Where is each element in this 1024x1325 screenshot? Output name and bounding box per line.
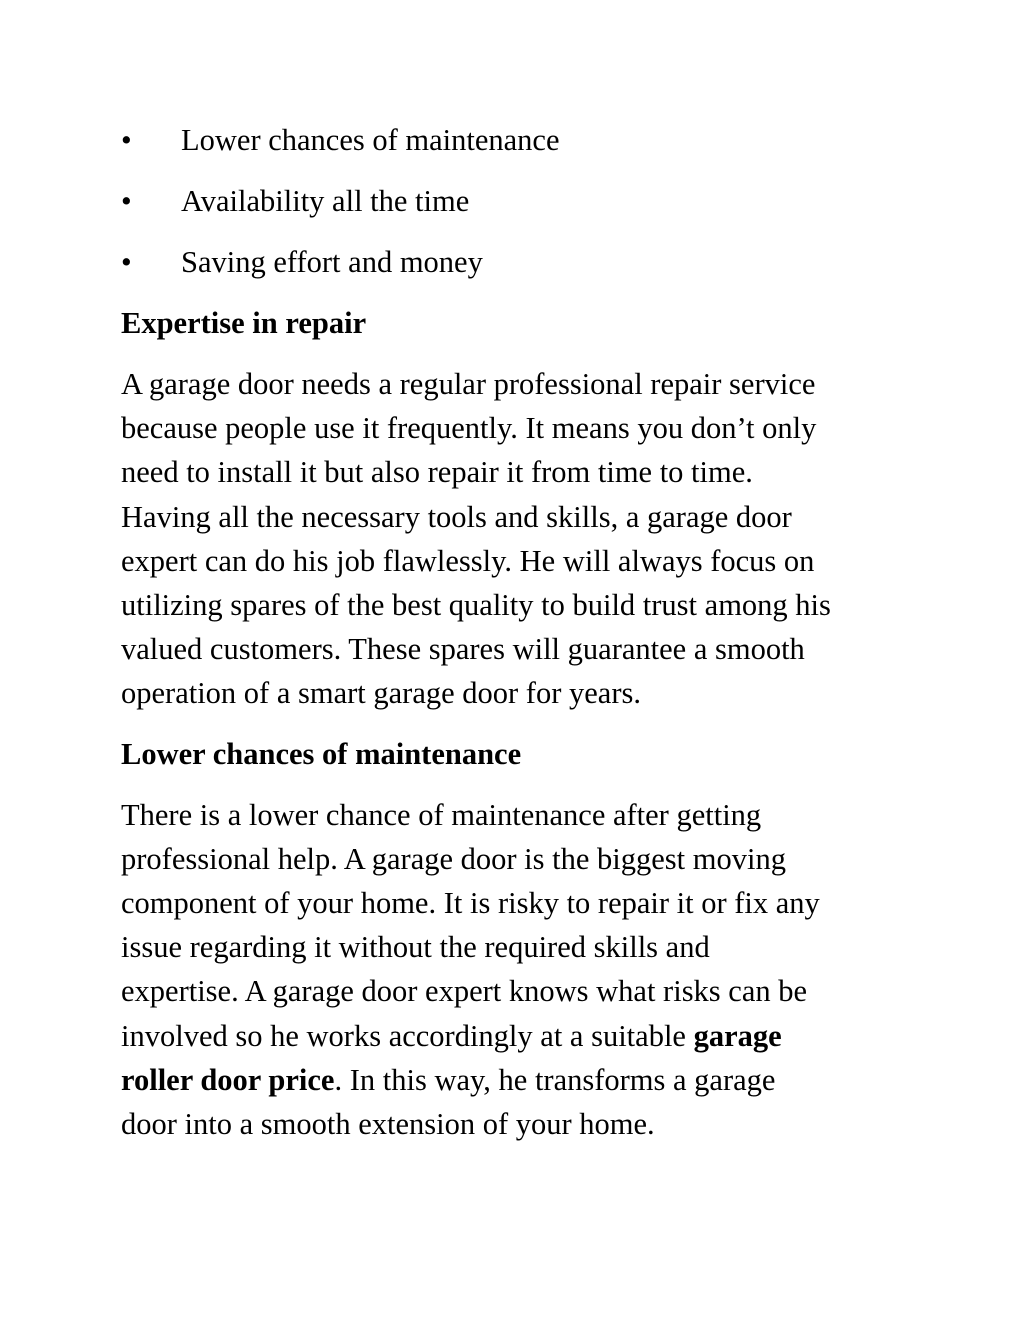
section-heading-expertise: Expertise in repair [121, 306, 367, 340]
bold-keyword: roller door price [121, 1062, 335, 1097]
paragraph-line: component of your home. It is risky to repair it or fix any [121, 886, 820, 921]
bullet-text: Lower chances of maintenance [181, 123, 560, 157]
paragraph-line-prefix: involved so he works accordingly at a suitable [121, 1018, 694, 1053]
paragraph-line: need to install it but also repair it from time to time. [121, 455, 753, 490]
bullet-text: Saving effort and money [181, 245, 483, 279]
document-page [121, 118, 921, 1146]
paragraph-line: valued customers. These spares will guarantee a smooth [121, 632, 805, 667]
paragraph-line-suffix: . In this way, he transforms a garage [334, 1062, 776, 1097]
paragraph-line: expert can do his job flawlessly. He will always focus on [121, 543, 815, 578]
bullet-mark: • [121, 184, 132, 218]
list-item [121, 118, 921, 179]
bullet-list [121, 118, 921, 301]
bullet-text: Availability all the time [181, 184, 470, 218]
paragraph-line: door into a smooth extension of your home. [121, 1107, 655, 1142]
list-item [121, 240, 921, 301]
paragraph-line: utilizing spares of the best quality to build trust among his [121, 588, 831, 623]
paragraph-line: issue regarding it without the required skills and [121, 930, 710, 965]
paragraph-line: A garage door needs a regular professional repair service [121, 367, 816, 401]
paragraph-maintenance [121, 793, 911, 1147]
paragraph-line: operation of a smart garage door for years. [121, 676, 641, 711]
paragraph-line: because people use it frequently. It means you don’t only [121, 411, 817, 446]
paragraph-line: expertise. A garage door expert knows what risks can be [121, 974, 808, 1009]
bullet-mark: • [121, 245, 132, 279]
paragraph-line: Having all the necessary tools and skills, a garage door [121, 499, 792, 534]
paragraph-line: There is a lower chance of maintenance after getting [121, 797, 762, 832]
bullet-mark: • [121, 123, 132, 157]
paragraph-line: professional help. A garage door is the biggest moving [121, 841, 786, 876]
section-heading-maintenance: Lower chances of maintenance [121, 736, 522, 771]
bold-keyword: garage [693, 1018, 782, 1053]
list-item [121, 179, 921, 240]
paragraph-expertise [121, 362, 911, 716]
